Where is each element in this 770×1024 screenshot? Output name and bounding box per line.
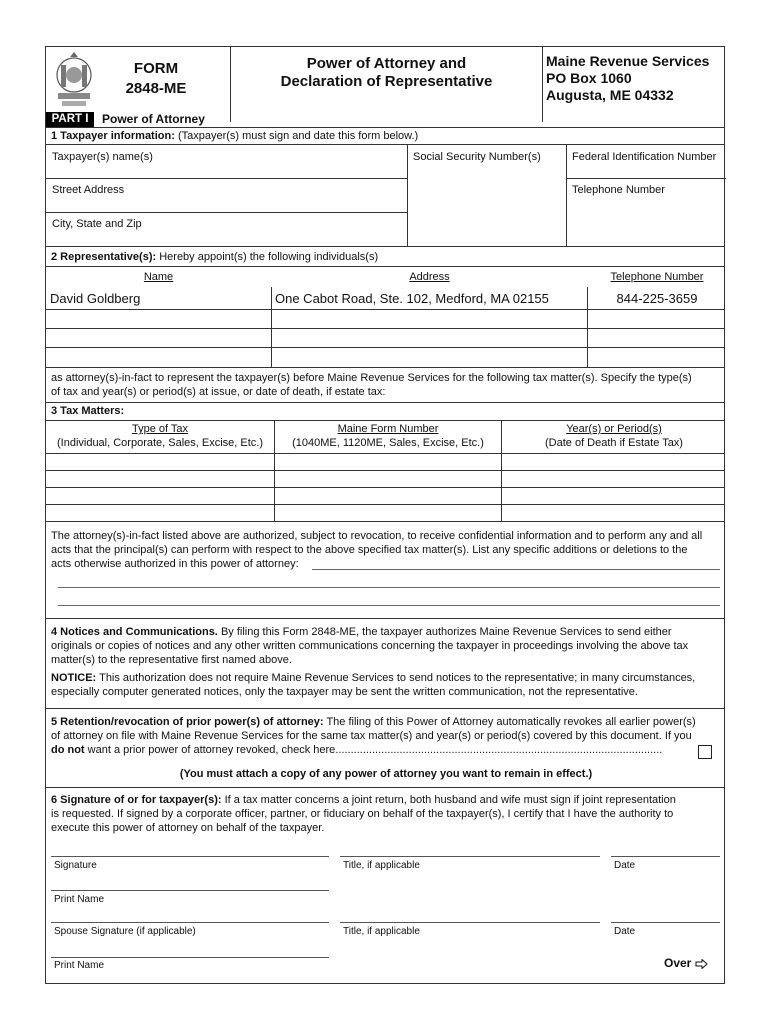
agency-po-box: PO Box 1060	[546, 70, 632, 86]
section5-line2: of attorney on file with Maine Revenue Services for the same tax matter(s) and year(s) or period(s) covered by this document. If you	[51, 730, 692, 742]
tax-row-4[interactable]	[47, 505, 725, 520]
rep3-phone[interactable]	[588, 329, 725, 346]
tax-row-3[interactable]	[47, 488, 725, 503]
form-label: FORM	[133, 60, 179, 77]
tax-col-period-sub: (Date of Death if Estate Tax)	[545, 437, 683, 449]
telephone-field[interactable]: Telephone Number	[572, 184, 665, 196]
date2-label: Date	[614, 926, 636, 937]
signature-label: Signature	[54, 860, 97, 871]
title-label: Title, if applicable	[343, 860, 420, 871]
print-name-line[interactable]	[51, 890, 329, 891]
tax-col-type-sub: (Individual, Corporate, Sales, Excise, Etc.)	[56, 437, 264, 449]
date2-line[interactable]	[611, 922, 720, 923]
attorney-in-fact-text-line1: as attorney(s)-in-fact to represent the taxpayer(s) before Maine Revenue Services for the following tax matter(s). Specify the type(s)	[51, 372, 692, 384]
part-tag: PART I	[46, 112, 94, 127]
attorney-in-fact-text-line2: of tax and year(s) or period(s) at issue, or date of death, if estate tax:	[51, 386, 386, 398]
rep2-phone[interactable]	[588, 310, 725, 327]
notice-line2: especially computer generated notices, only the taxpayer may be sent the written communication, not the representative.	[51, 686, 638, 698]
section6-line2: is requested. If signed by a corporate officer, partner, or fiduciary on behalf of the taxpayer(s), I certify that I have the authority to	[51, 808, 674, 820]
form-title-line2: Declaration of Representative	[280, 73, 493, 90]
section6-line1: 6 Signature of or for taxpayer(s): If a tax matter concerns a joint return, both husband and wife must sign if joint representation	[51, 794, 676, 806]
title-line[interactable]	[340, 856, 600, 857]
additions-line-3[interactable]	[58, 605, 720, 606]
authorization-text-line3: acts otherwise authorized in this power of attorney:	[51, 558, 299, 570]
spouse-signature-line[interactable]	[51, 922, 329, 923]
section2-heading: 2 Representative(s): Hereby appoint(s) the following individuals(s)	[51, 251, 379, 263]
section6-line3: execute this power of attorney on behalf of the taxpayer.	[51, 822, 325, 834]
date-line[interactable]	[611, 856, 720, 857]
section4-line1: 4 Notices and Communications. By filing this Form 2848-ME, the taxpayer authorizes Maine Revenue Services to send either	[51, 626, 672, 638]
attach-note: (You must attach a copy of any power of attorney you want to remain in effect.)	[179, 768, 593, 780]
section5-line3: do not want a prior power of attorney revoked, check here...........................................................................................................	[51, 744, 663, 756]
section4-line2: originals or copies of notices and any other written communications concerning the taxpayer in proceedings involving the above tax	[51, 640, 689, 652]
right-arrow-icon	[695, 956, 708, 970]
print-name-label: Print Name	[54, 894, 105, 905]
rep2-name[interactable]	[47, 310, 270, 327]
agency-city: Augusta, ME 04332	[546, 87, 674, 103]
city-state-zip-field[interactable]: City, State and Zip	[52, 218, 142, 230]
agency-name: Maine Revenue Services	[546, 53, 710, 69]
tax-row-2[interactable]	[47, 471, 725, 486]
part-title: Power of Attorney	[102, 112, 205, 126]
tax-col-form-sub: (1040ME, 1120ME, Sales, Excise, Etc.)	[292, 437, 484, 449]
section1-heading: 1 Taxpayer information: (Taxpayer(s) must sign and date this form below.)	[51, 130, 419, 142]
rep1-address[interactable]: One Cabot Road, Ste. 102, Medford, MA 02155	[275, 291, 549, 306]
date-label: Date	[614, 860, 636, 871]
tax-row-1[interactable]	[47, 454, 725, 469]
rep2-address[interactable]	[272, 310, 586, 327]
print-name2-label: Print Name	[54, 960, 105, 971]
taxpayer-names-field[interactable]: Taxpayer(s) name(s)	[52, 151, 153, 163]
additions-line-2[interactable]	[58, 587, 720, 588]
form-2848-me	[45, 46, 725, 984]
rep1-name[interactable]: David Goldberg	[50, 291, 141, 306]
rep1-phone[interactable]: 844-225-3659	[616, 291, 698, 306]
notice-line1: NOTICE: This authorization does not require Maine Revenue Services to send notices to the representative; in many circumstances,	[51, 672, 696, 684]
authorization-text-line1: The attorney(s)-in-fact listed above are authorized, subject to revocation, to receive confidential information and to perform any and all	[51, 530, 703, 542]
tax-col-period: Year(s) or Period(s)	[566, 423, 662, 435]
section4-line3: matter(s) to the representative first named above.	[51, 654, 292, 666]
title2-label: Title, if applicable	[343, 926, 420, 937]
revoke-checkbox[interactable]	[698, 745, 712, 759]
print-name2-line[interactable]	[51, 957, 329, 958]
rep-col-phone: Telephone Number	[610, 271, 704, 283]
signature-line[interactable]	[51, 856, 329, 857]
fein-field[interactable]: Federal Identification Number	[572, 151, 717, 163]
maine-state-seal	[52, 51, 96, 109]
section3-heading: 3 Tax Matters:	[51, 405, 125, 417]
tax-col-type: Type of Tax	[131, 423, 189, 435]
rep3-address[interactable]	[272, 329, 586, 346]
form-title-line1: Power of Attorney and	[306, 55, 467, 72]
additions-line-1[interactable]	[312, 569, 720, 570]
over-indicator: Over	[664, 956, 708, 970]
rep3-name[interactable]	[47, 329, 270, 346]
tax-col-form: Maine Form Number	[337, 423, 439, 435]
rep-col-name: Name	[143, 271, 174, 283]
section5-line1: 5 Retention/revocation of prior power(s) of attorney: The filing of this Power of Attorney automatically revokes all earlier power(s)	[51, 716, 696, 728]
title2-line[interactable]	[340, 922, 600, 923]
street-address-field[interactable]: Street Address	[52, 184, 125, 196]
authorization-text-line2: acts that the principal(s) can perform with respect to the above specified tax matter(s). List any specific additions or deletions to the	[51, 544, 688, 556]
rep-col-address: Address	[409, 271, 450, 283]
spouse-signature-label: Spouse Signature (if applicable)	[54, 926, 196, 937]
ssn-field[interactable]: Social Security Number(s)	[413, 151, 541, 163]
form-number: 2848-ME	[125, 80, 187, 97]
